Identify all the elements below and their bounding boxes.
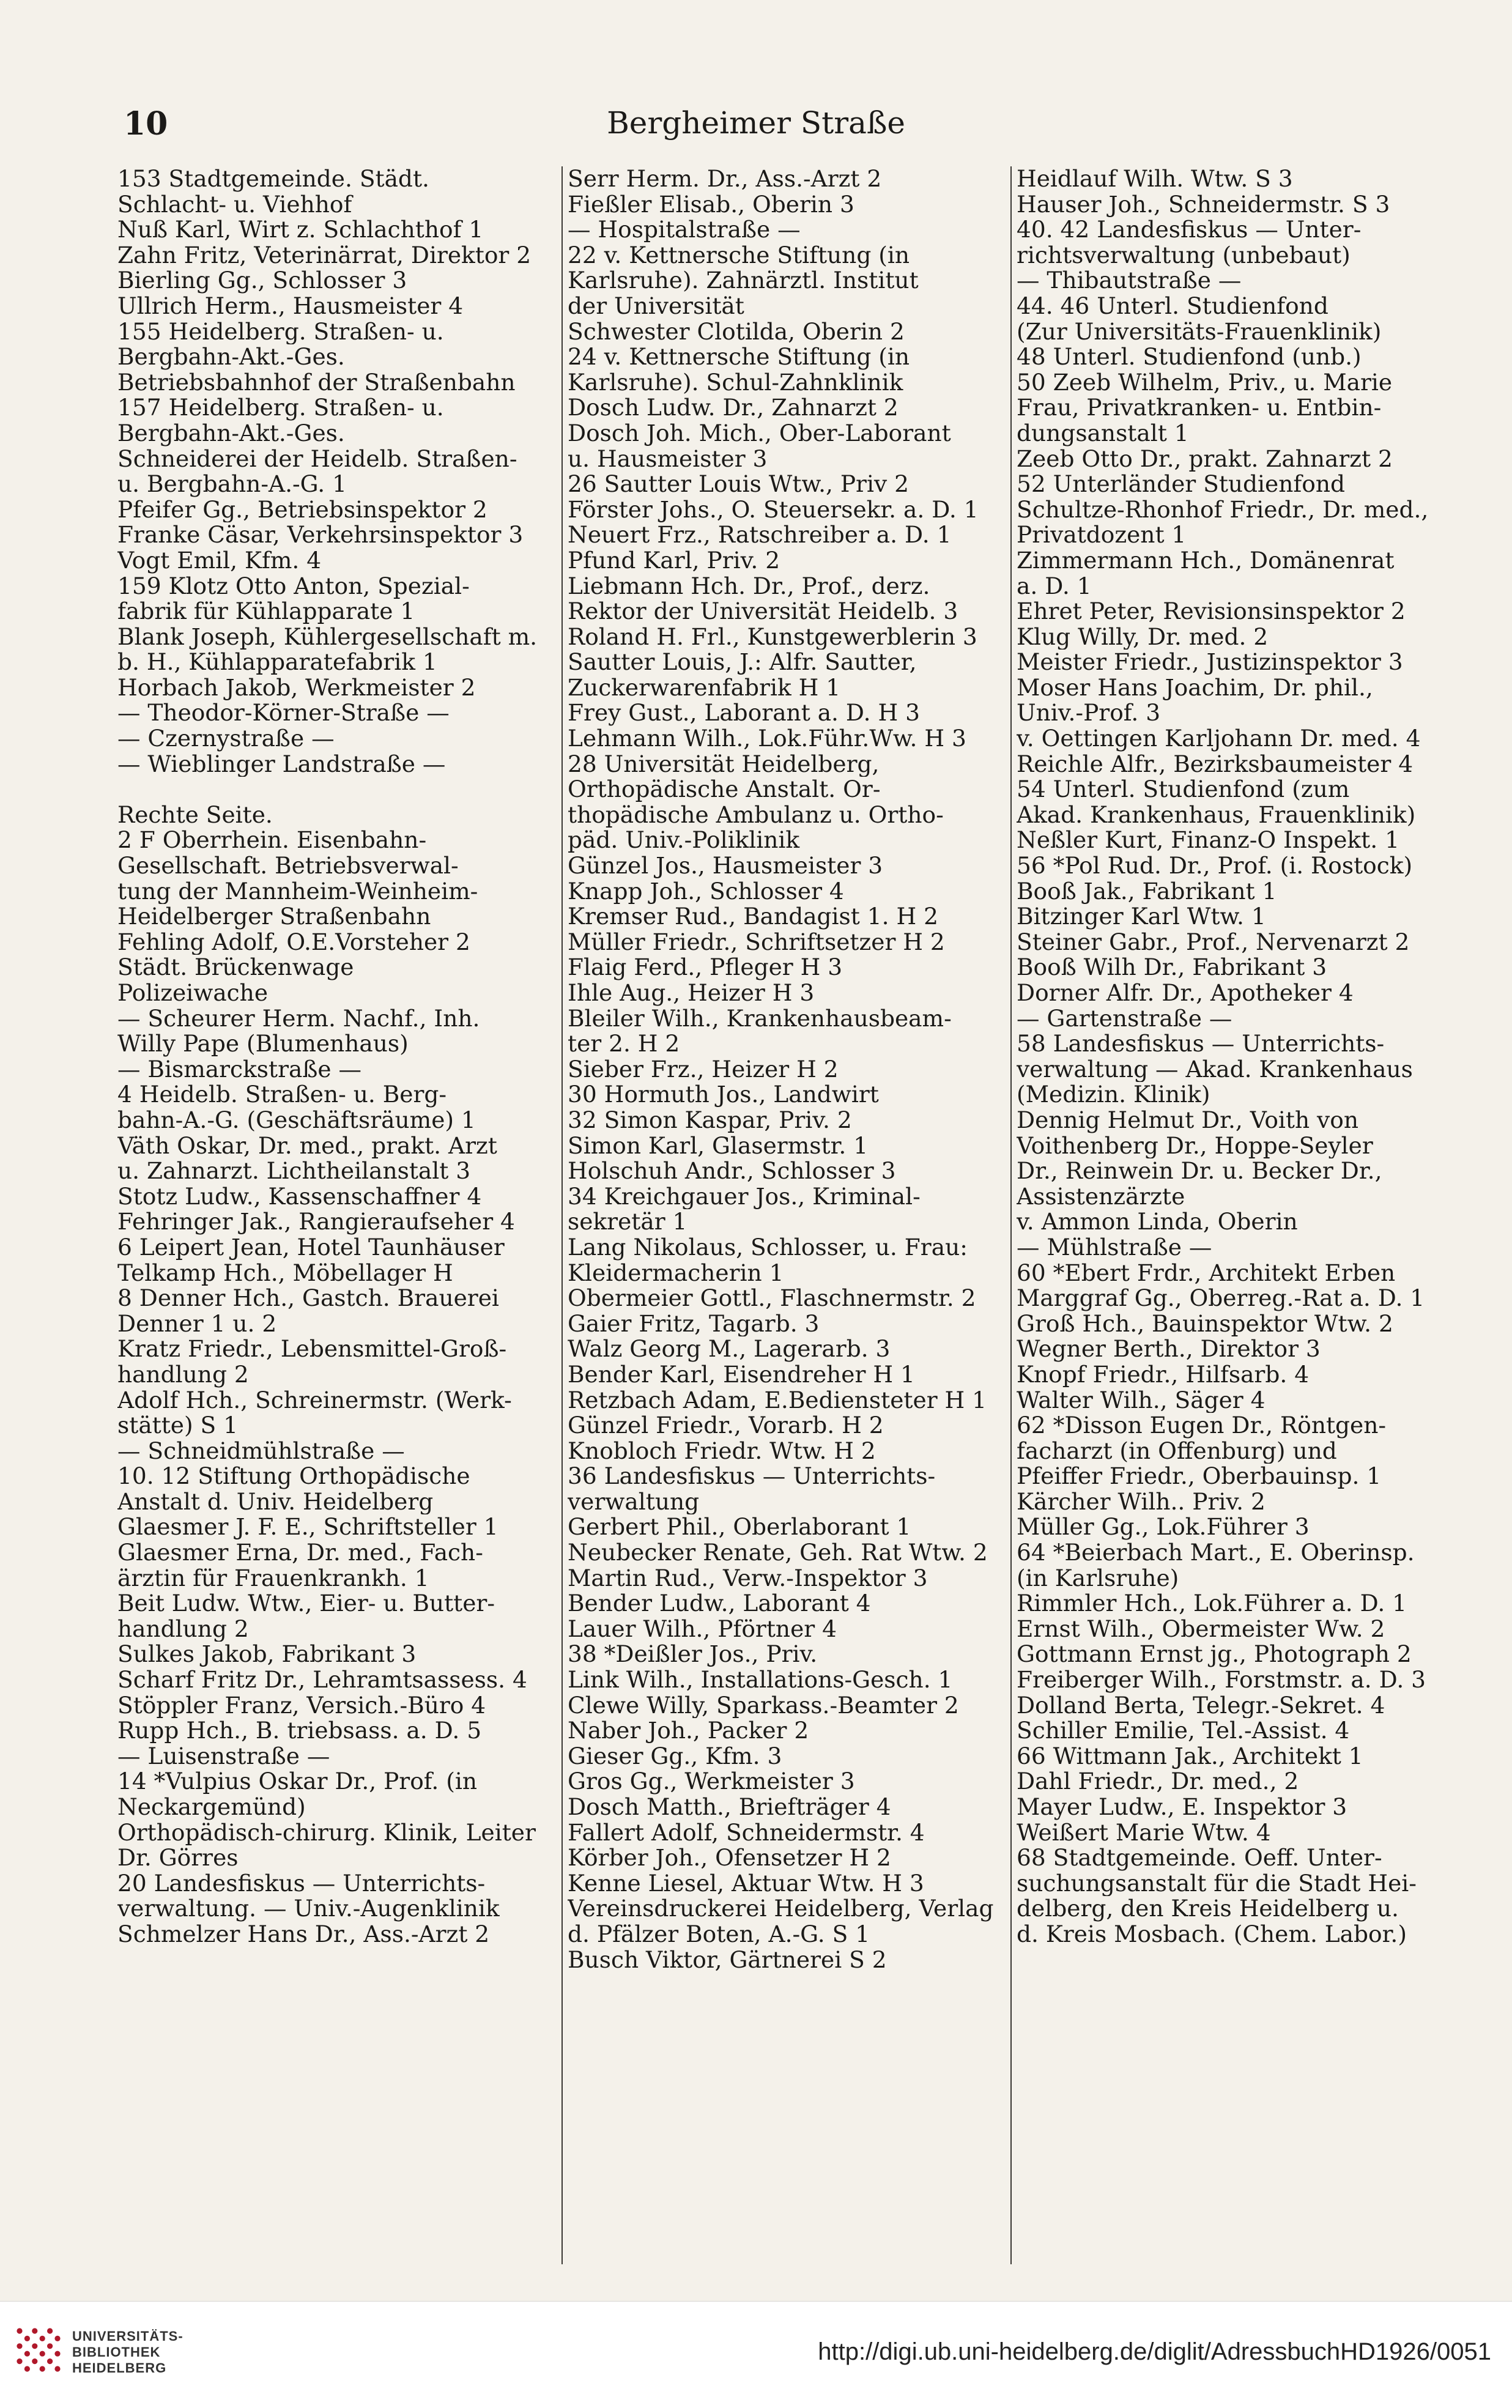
- directory-entry-line: päd. Univ.-Poliklinik: [568, 828, 800, 854]
- directory-entry-line: Dr., Reinwein Dr. u. Becker Dr.,: [1017, 1158, 1382, 1184]
- directory-entry-line: Schlacht- u. Viehhof: [117, 191, 352, 218]
- column-3: [1017, 166, 1456, 2264]
- directory-entry-line: Fehringer Jak., Rangieraufseher 4: [117, 1209, 515, 1235]
- directory-entry-line: Rektor der Universität Heidelb. 3: [568, 599, 958, 624]
- directory-entry-line: ter 2. H 2: [568, 1031, 680, 1057]
- directory-entry-line: 30 Hormuth Jos., Landwirt: [568, 1082, 879, 1108]
- directory-entry-line: Booß Wilh Dr., Fabrikant 3: [1017, 955, 1327, 980]
- directory-entry-line: Fehling Adolf, O.E.Vorsteher 2: [117, 929, 470, 955]
- directory-entry-line: Clewe Willy, Sparkass.-Beamter 2: [568, 1692, 959, 1719]
- directory-entry-line: Serr Herm. Dr., Ass.-Arzt 2: [568, 166, 882, 192]
- directory-entry-line: handlung 2: [117, 1361, 249, 1388]
- source-url-link[interactable]: http://digi.ub.uni-heidelberg.de/diglit/AdressbuchHD1926/0051: [818, 2338, 1491, 2365]
- directory-entry-line: Heidlauf Wilh. Wtw. S 3: [1017, 166, 1293, 192]
- directory-entry-line: Stotz Ludw., Kassenschaffner 4: [117, 1184, 482, 1210]
- directory-entry-line: Dr. Görres: [117, 1845, 239, 1871]
- directory-entry-line: Nuß Karl, Wirt z. Schlachthof 1: [117, 217, 484, 243]
- directory-entry-line: Booß Jak., Fabrikant 1: [1017, 878, 1277, 905]
- directory-entry-line: 26 Sautter Louis Wtw., Priv 2: [568, 472, 909, 497]
- directory-entry-line: Bergbahn-Akt.-Ges.: [117, 344, 345, 370]
- directory-entry-line: Akad. Krankenhaus, Frauenklinik): [1017, 802, 1416, 828]
- directory-entry-line: Dolland Berta, Telegr.-Sekret. 4: [1017, 1692, 1385, 1719]
- directory-entry-line: Telkamp Hch., Möbellager H: [117, 1260, 453, 1286]
- directory-entry-line: 10. 12 Stiftung Orthopädische: [117, 1464, 470, 1489]
- directory-entry-line: Link Wilh., Installations-Gesch. 1: [568, 1667, 953, 1693]
- directory-entry-line: 66 Wittmann Jak., Architekt 1: [1017, 1743, 1363, 1769]
- directory-entry-line: Dorner Alfr. Dr., Apotheker 4: [1017, 980, 1354, 1006]
- directory-entry-line: 153 Stadtgemeinde. Städt.: [117, 166, 429, 192]
- directory-entry-line: Knapp Joh., Schlosser 4: [568, 878, 844, 905]
- directory-entry-line: Betriebsbahnhof der Straßenbahn: [117, 369, 516, 396]
- directory-entry-line: Walz Georg M., Lagerarb. 3: [568, 1336, 891, 1362]
- directory-entry-line: (Medizin. Klinik): [1017, 1082, 1210, 1108]
- directory-entry-line: 6 Leipert Jean, Hotel Taunhäuser: [117, 1234, 505, 1261]
- directory-entry-line: Vereinsdruckerei Heidelberg, Verlag: [568, 1896, 994, 1922]
- directory-entry-line: — Gartenstraße —: [1017, 1006, 1232, 1032]
- directory-entry-line: Städt. Brückenwage: [117, 955, 354, 980]
- directory-entry-line: Neßler Kurt, Finanz-O Inspekt. 1: [1017, 828, 1399, 854]
- directory-entry-line: Beit Ludw. Wtw., Eier- u. Butter-: [117, 1591, 495, 1617]
- directory-entry-line: Adolf Hch., Schreinermstr. (Werk-: [117, 1387, 512, 1413]
- directory-entry-line: Müller Friedr., Schriftsetzer H 2: [568, 929, 945, 955]
- directory-entry-line: Naber Joh., Packer 2: [568, 1718, 809, 1744]
- directory-entry-line: — Theodor-Körner-Straße —: [117, 700, 450, 727]
- directory-entry-line: tung der Mannheim-Weinheim-: [117, 878, 478, 905]
- directory-entry-line: 56 *Pol Rud. Dr., Prof. (i. Rostock): [1017, 853, 1413, 879]
- directory-entry-line: Mayer Ludw., E. Inspektor 3: [1017, 1795, 1347, 1820]
- directory-entry-line: Bender Karl, Eisendreher H 1: [568, 1361, 915, 1388]
- directory-entry-line: Moser Hans Joachim, Dr. phil.,: [1017, 675, 1373, 701]
- directory-entry-line: bahn-A.-G. (Geschäftsräume) 1: [117, 1107, 476, 1133]
- directory-entry-line: Kratz Friedr., Lebensmittel-Groß-: [117, 1336, 507, 1362]
- directory-entry-line: v. Ammon Linda, Oberin: [1017, 1209, 1298, 1235]
- directory-entry-line: Glaesmer Erna, Dr. med., Fach-: [117, 1540, 483, 1566]
- directory-entry-line: Gesellschaft. Betriebsverwal-: [117, 853, 459, 879]
- directory-entry-line: Freiberger Wilh., Forstmstr. a. D. 3: [1017, 1667, 1426, 1693]
- directory-entry-line: Heidelberger Straßenbahn: [117, 904, 431, 930]
- directory-entry-line: 157 Heidelberg. Straßen- u.: [117, 395, 444, 421]
- directory-entry-line: Simon Karl, Glasermstr. 1: [568, 1133, 869, 1159]
- directory-entry-line: Kärcher Wilh.. Priv. 2: [1017, 1489, 1266, 1515]
- directory-entry-line: Busch Viktor, Gärtnerei S 2: [568, 1947, 887, 1973]
- directory-entry-line: Denner 1 u. 2: [117, 1311, 277, 1337]
- directory-entry-line: 60 *Ebert Frdr., Architekt Erben: [1017, 1260, 1396, 1286]
- directory-entry-line: Dahl Friedr., Dr. med., 2: [1017, 1769, 1299, 1795]
- directory-entry-line: Kleidermacherin 1: [568, 1260, 784, 1286]
- directory-entry-line: Orthopädisch-chirurg. Klinik, Leiter: [117, 1820, 536, 1846]
- directory-entry-line: Lehmann Wilh., Lok.Führ.Ww. H 3: [568, 726, 966, 752]
- directory-entry-line: 50 Zeeb Wilhelm, Priv., u. Marie: [1017, 369, 1393, 396]
- column-1: [117, 166, 555, 2264]
- directory-entry-line: Steiner Gabr., Prof., Nervenarzt 2: [1017, 929, 1410, 955]
- directory-entry-line: 62 *Disson Eugen Dr., Röntgen-: [1017, 1413, 1387, 1439]
- directory-entry-line: 48 Unterl. Studienfond (unb.): [1017, 344, 1362, 370]
- directory-entry-line: Gros Gg., Werkmeister 3: [568, 1769, 855, 1795]
- directory-entry-line: thopädische Ambulanz u. Ortho-: [568, 802, 944, 828]
- directory-entry-line: facharzt (in Offenburg) und: [1017, 1438, 1337, 1464]
- library-name-line: BIBLIOTHEK: [72, 2344, 161, 2360]
- directory-entry-line: 28 Universität Heidelberg,: [568, 751, 880, 777]
- directory-entry-line: Gaier Fritz, Tagarb. 3: [568, 1311, 820, 1337]
- directory-entry-line: dungsanstalt 1: [1017, 420, 1189, 446]
- directory-entry-line: 52 Unterländer Studienfond: [1017, 472, 1345, 497]
- directory-entry-line: d. Pfälzer Boten, A.-G. S 1: [568, 1921, 870, 1947]
- directory-entry-line: Vogt Emil, Kfm. 4: [117, 547, 322, 574]
- column-2: [568, 166, 1004, 2264]
- directory-entry-line: ärztin für Frauenkrankh. 1: [117, 1565, 429, 1591]
- directory-entry-line: Fießler Elisab., Oberin 3: [568, 191, 854, 218]
- directory-entry-line: Retzbach Adam, E.Bediensteter H 1: [568, 1387, 987, 1413]
- directory-entry-line: verwaltung — Akad. Krankenhaus: [1017, 1056, 1413, 1083]
- directory-entry-line: handlung 2: [117, 1616, 249, 1642]
- directory-entry-line: Gieser Gg., Kfm. 3: [568, 1743, 782, 1769]
- library-name: [72, 2328, 183, 2376]
- directory-entry-line: d. Kreis Mosbach. (Chem. Labor.): [1017, 1921, 1407, 1947]
- directory-entry-line: Sieber Frz., Heizer H 2: [568, 1056, 839, 1083]
- directory-entry-line: 54 Unterl. Studienfond (zum: [1017, 777, 1350, 802]
- column-divider: [561, 166, 563, 2264]
- directory-entry-line: Zahn Fritz, Veterinärrat, Direktor 2: [117, 242, 532, 269]
- directory-entry-line: 24 v. Kettnersche Stiftung (in: [568, 344, 910, 370]
- directory-entry-line: Ehret Peter, Revisionsinspektor 2: [1017, 599, 1406, 624]
- directory-entry-line: Bitzinger Karl Wtw. 1: [1017, 904, 1266, 930]
- directory-entry-line: Dosch Matth., Briefträger 4: [568, 1795, 891, 1820]
- directory-entry-line: fabrik für Kühlapparate 1: [117, 599, 415, 624]
- directory-entry-line: 4 Heidelb. Straßen- u. Berg-: [117, 1082, 447, 1108]
- directory-entry-line: Neubecker Renate, Geh. Rat Wtw. 2: [568, 1540, 988, 1566]
- directory-entry-line: Knopf Friedr., Hilfsarb. 4: [1017, 1361, 1310, 1388]
- directory-entry-line: Schiller Emilie, Tel.-Assist. 4: [1017, 1718, 1350, 1744]
- directory-entry-line: Marggraf Gg., Oberreg.-Rat a. D. 1: [1017, 1286, 1425, 1311]
- directory-entry-line: Weißert Marie Wtw. 4: [1017, 1820, 1271, 1846]
- directory-entry-line: Schmelzer Hans Dr., Ass.-Arzt 2: [117, 1921, 490, 1947]
- directory-entry-line: verwaltung. — Univ.-Augenklinik: [117, 1896, 500, 1922]
- directory-entry-line: richtsverwaltung (unbebaut): [1017, 242, 1351, 269]
- directory-entry-line: Karlsruhe). Zahnärztl. Institut: [568, 268, 919, 294]
- directory-entry-line: Lauer Wilh., Pförtner 4: [568, 1616, 837, 1642]
- university-library-logo-icon: [15, 2326, 62, 2374]
- directory-entry-line: Reichle Alfr., Bezirksbaumeister 4: [1017, 751, 1414, 777]
- directory-entry-line: — Schneidmühlstraße —: [117, 1438, 405, 1464]
- directory-entry-line: Neckargemünd): [117, 1795, 306, 1820]
- directory-entry-line: Liebmann Hch. Dr., Prof., derz.: [568, 573, 930, 599]
- directory-entry-line: 14 *Vulpius Oskar Dr., Prof. (in: [117, 1769, 477, 1795]
- directory-entry-line: Schwester Clotilda, Oberin 2: [568, 319, 905, 345]
- directory-entry-line: 32 Simon Kaspar, Priv. 2: [568, 1107, 852, 1133]
- directory-entry-line: Meister Friedr., Justizinspektor 3: [1017, 650, 1403, 675]
- directory-entry-line: Zuckerwarenfabrik H 1: [568, 675, 841, 701]
- directory-entry-line: Bergbahn-Akt.-Ges.: [117, 420, 345, 446]
- page-title: Bergheimer Straße: [607, 105, 905, 141]
- directory-entry-line: Stöppler Franz, Versich.-Büro 4: [117, 1692, 486, 1719]
- directory-entry-line: Günzel Jos., Hausmeister 3: [568, 853, 883, 879]
- directory-entry-line: Lang Nikolaus, Schlosser, u. Frau:: [568, 1234, 968, 1261]
- directory-entry-line: Dennig Helmut Dr., Voith von: [1017, 1107, 1358, 1133]
- directory-entry-line: 68 Stadtgemeinde. Oeff. Unter-: [1017, 1845, 1382, 1871]
- directory-entry-line: Karlsruhe). Schul-Zahnklinik: [568, 369, 903, 396]
- directory-entry-line: Frey Gust., Laborant a. D. H 3: [568, 700, 920, 727]
- directory-entry-line: Körber Joh., Ofensetzer H 2: [568, 1845, 891, 1871]
- directory-entry-line: Rimmler Hch., Lok.Führer a. D. 1: [1017, 1591, 1407, 1617]
- directory-entry-line: Hauser Joh., Schneidermstr. S 3: [1017, 191, 1390, 218]
- directory-entry-line: Frau, Privatkranken- u. Entbin-: [1017, 395, 1382, 421]
- directory-entry-line: Pfeifer Gg., Betriebsinspektor 2: [117, 497, 487, 523]
- directory-entry-line: 38 *Deißler Jos., Priv.: [568, 1642, 818, 1668]
- directory-entry-line: Sulkes Jakob, Fabrikant 3: [117, 1642, 417, 1668]
- directory-entry-line: — Bismarckstraße —: [117, 1056, 362, 1083]
- directory-entry-line: Scharf Fritz Dr., Lehramtsassess. 4: [117, 1667, 527, 1693]
- directory-entry-line: Ernst Wilh., Obermeister Ww. 2: [1017, 1616, 1385, 1642]
- directory-entry-line: [117, 777, 555, 802]
- directory-entry-line: Schneiderei der Heidelb. Straßen-: [117, 446, 517, 472]
- directory-entry-line: u. Zahnarzt. Lichtheilanstalt 3: [117, 1158, 471, 1184]
- directory-entry-line: Gerbert Phil., Oberlaborant 1: [568, 1514, 911, 1541]
- directory-entry-line: v. Oettingen Karljohann Dr. med. 4: [1017, 726, 1421, 752]
- directory-entry-line: — Thibautstraße —: [1017, 268, 1242, 294]
- directory-entry-line: — Hospitalstraße —: [568, 217, 801, 243]
- directory-entry-line: Martin Rud., Verw.-Inspektor 3: [568, 1565, 928, 1591]
- directory-entry-line: Rechte Seite.: [117, 802, 273, 828]
- directory-entry-line: Väth Oskar, Dr. med., prakt. Arzt: [117, 1133, 497, 1159]
- directory-entry-line: stätte) S 1: [117, 1413, 239, 1439]
- directory-entry-line: — Wieblinger Landstraße —: [117, 751, 446, 777]
- directory-entry-line: Willy Pape (Blumenhaus): [117, 1031, 409, 1057]
- column-divider: [1010, 166, 1012, 2264]
- directory-entry-line: Förster Johs., O. Steuersekr. a. D. 1: [568, 497, 979, 523]
- directory-entry-line: — Mühlstraße —: [1017, 1234, 1212, 1261]
- footer-bar: [0, 2301, 1512, 2408]
- directory-entry-line: b. H., Kühlapparatefabrik 1: [117, 650, 437, 675]
- directory-entry-line: Roland H. Frl., Kunstgewerblerin 3: [568, 624, 977, 650]
- directory-entry-line: a. D. 1: [1017, 573, 1092, 599]
- directory-entry-line: der Universität: [568, 293, 744, 319]
- directory-entry-line: Univ.-Prof. 3: [1017, 700, 1161, 727]
- directory-entry-line: Gottmann Ernst jg., Photograph 2: [1017, 1642, 1412, 1668]
- directory-entry-line: Günzel Friedr., Vorarb. H 2: [568, 1413, 884, 1439]
- directory-entry-line: Bleiler Wilh., Krankenhausbeam-: [568, 1006, 952, 1032]
- directory-entry-line: Anstalt d. Univ. Heidelberg: [117, 1489, 434, 1515]
- directory-entry-line: Walter Wilh., Säger 4: [1017, 1387, 1266, 1413]
- directory-entry-line: Polizeiwache: [117, 980, 269, 1006]
- directory-entry-line: Ullrich Herm., Hausmeister 4: [117, 293, 464, 319]
- directory-entry-line: suchungsanstalt für die Stadt Hei-: [1017, 1870, 1417, 1897]
- directory-entry-line: 36 Landesfiskus — Unterrichts-: [568, 1464, 936, 1489]
- directory-entry-line: Knobloch Friedr. Wtw. H 2: [568, 1438, 876, 1464]
- directory-entry-line: Pfund Karl, Priv. 2: [568, 547, 780, 574]
- directory-entry-line: u. Hausmeister 3: [568, 446, 768, 472]
- library-name-line: UNIVERSITÄTS-: [72, 2328, 183, 2344]
- directory-entry-line: Orthopädische Anstalt. Or-: [568, 777, 881, 802]
- directory-entry-line: Rupp Hch., B. triebsass. a. D. 5: [117, 1718, 482, 1744]
- directory-entry-line: 159 Klotz Otto Anton, Spezial-: [117, 573, 470, 599]
- directory-entry-line: 8 Denner Hch., Gastch. Brauerei: [117, 1286, 499, 1311]
- directory-entry-line: Kenne Liesel, Aktuar Wtw. H 3: [568, 1870, 924, 1897]
- directory-entry-line: Glaesmer J. F. E., Schriftsteller 1: [117, 1514, 498, 1541]
- directory-entry-line: verwaltung: [568, 1489, 700, 1515]
- directory-entry-line: Dosch Ludw. Dr., Zahnarzt 2: [568, 395, 899, 421]
- directory-entry-line: Bender Ludw., Laborant 4: [568, 1591, 871, 1617]
- directory-entry-line: Assistenzärzte: [1017, 1184, 1185, 1210]
- directory-entry-line: 20 Landesfiskus — Unterrichts-: [117, 1870, 486, 1897]
- directory-entry-line: — Scheurer Herm. Nachf., Inh.: [117, 1006, 480, 1032]
- directory-entry-line: Kremser Rud., Bandagist 1. H 2: [568, 904, 938, 930]
- directory-entry-line: — Luisenstraße —: [117, 1743, 330, 1769]
- directory-entry-line: delberg, den Kreis Heidelberg u.: [1017, 1896, 1399, 1922]
- directory-entry-line: Ihle Aug., Heizer H 3: [568, 980, 815, 1006]
- directory-entry-line: 44. 46 Unterl. Studienfond: [1017, 293, 1329, 319]
- directory-entry-line: 155 Heidelberg. Straßen- u.: [117, 319, 444, 345]
- directory-entry-line: Sautter Louis, J.: Alfr. Sautter,: [568, 650, 917, 675]
- directory-entry-line: — Czernystraße —: [117, 726, 335, 752]
- directory-entry-line: Klug Willy, Dr. med. 2: [1017, 624, 1269, 650]
- directory-entry-line: Pfeiffer Friedr., Oberbauinsp. 1: [1017, 1464, 1382, 1489]
- directory-entry-line: (Zur Universitäts-Frauenklinik): [1017, 319, 1382, 345]
- directory-entry-line: Voithenberg Dr., Hoppe-Seyler: [1017, 1133, 1373, 1159]
- directory-entry-line: Privatdozent 1: [1017, 522, 1187, 548]
- directory-entry-line: Holschuh Andr., Schlosser 3: [568, 1158, 896, 1184]
- directory-entry-line: Wegner Berth., Direktor 3: [1017, 1336, 1321, 1362]
- directory-entry-line: Schultze-Rhonhof Friedr., Dr. med.,: [1017, 497, 1429, 523]
- directory-entry-line: u. Bergbahn-A.-G. 1: [117, 472, 347, 497]
- directory-entry-line: Müller Gg., Lok.Führer 3: [1017, 1514, 1310, 1541]
- directory-entry-line: Flaig Ferd., Pfleger H 3: [568, 955, 843, 980]
- directory-entry-line: Dosch Joh. Mich., Ober-Laborant: [568, 420, 951, 446]
- directory-entry-line: Bierling Gg., Schlosser 3: [117, 268, 407, 294]
- directory-entry-line: Blank Joseph, Kühlergesellschaft m.: [117, 624, 538, 650]
- directory-entry-line: Zeeb Otto Dr., prakt. Zahnarzt 2: [1017, 446, 1393, 472]
- directory-entry-line: 58 Landesfiskus — Unterrichts-: [1017, 1031, 1385, 1057]
- page-number: 10: [124, 105, 168, 143]
- directory-entry-line: (in Karlsruhe): [1017, 1565, 1179, 1591]
- directory-entry-line: Fallert Adolf, Schneidermstr. 4: [568, 1820, 925, 1846]
- directory-entry-line: Horbach Jakob, Werkmeister 2: [117, 675, 476, 701]
- directory-entry-line: 34 Kreichgauer Jos., Kriminal-: [568, 1184, 921, 1210]
- directory-entry-line: Groß Hch., Bauinspektor Wtw. 2: [1017, 1311, 1393, 1337]
- directory-entry-line: 2 F Oberrhein. Eisenbahn-: [117, 828, 427, 854]
- directory-entry-line: 22 v. Kettnersche Stiftung (in: [568, 242, 910, 269]
- library-name-line: HEIDELBERG: [72, 2360, 167, 2376]
- directory-entry-line: 64 *Beierbach Mart., E. Oberinsp.: [1017, 1540, 1415, 1566]
- directory-entry-line: Franke Cäsar, Verkehrsinspektor 3: [117, 522, 524, 548]
- directory-entry-line: 40. 42 Landesfiskus — Unter-: [1017, 217, 1362, 243]
- directory-entry-line: Obermeier Gottl., Flaschnermstr. 2: [568, 1286, 976, 1311]
- directory-entry-line: Neuert Frz., Ratschreiber a. D. 1: [568, 522, 952, 548]
- directory-entry-line: sekretär 1: [568, 1209, 687, 1235]
- directory-entry-line: Zimmermann Hch., Domänenrat: [1017, 547, 1395, 574]
